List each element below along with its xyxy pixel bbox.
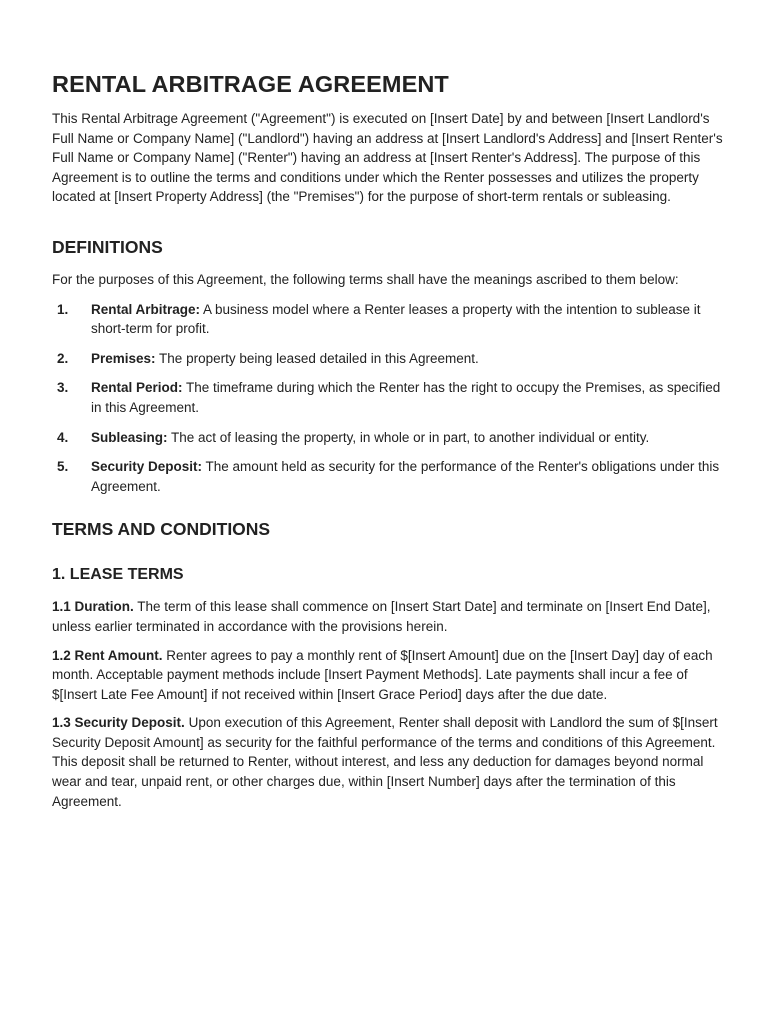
lease-terms-heading: 1. LEASE TERMS xyxy=(52,566,184,584)
definition-number: 5. xyxy=(57,459,69,475)
definition-item-rental-arbitrage xyxy=(52,300,721,339)
definitions-heading: DEFINITIONS xyxy=(52,236,163,257)
definition-term: Rental Period: xyxy=(91,380,183,396)
intro-paragraph: This Rental Arbitrage Agreement ("Agreement") is executed on [Insert Date] by and between [Insert Landlord's Full Name or Company Name] ("Landlord") having an address at [Insert Landlord's Address] and [Insert Renter's Full Name or Company Name] ("Renter") having an address at [Insert Renter's Address]. The purpose of this Agreement is to outline the terms and conditions under which the Renter possesses and utilizes the property located at [Insert Property Address] (the "Premises") for the purpose of short-term rentals or subleasing. xyxy=(52,111,723,205)
definition-term: Premises: xyxy=(91,350,156,366)
definition-text: The act of leasing the property, in whole or in part, to another individual or entity. xyxy=(167,429,650,445)
clause-label: 1.1 Duration. xyxy=(52,599,134,615)
clause-security-deposit xyxy=(52,713,724,811)
definitions-list xyxy=(52,300,722,497)
definition-text: A business model where a Renter leases a property with the intention to sublease it short-term for profit. xyxy=(91,301,701,337)
clause-label: 1.2 Rent Amount. xyxy=(52,647,163,663)
definition-term: Rental Arbitrage: xyxy=(91,301,201,317)
definition-item-security-deposit xyxy=(52,457,721,496)
definition-term: Subleasing: xyxy=(91,429,168,445)
definition-term: Security Deposit: xyxy=(91,459,203,475)
definition-number: 4. xyxy=(57,429,69,445)
definition-number: 3. xyxy=(57,380,69,396)
definition-text: The timeframe during which the Renter has the right to occupy the Premises, as specified in this Agreement. xyxy=(91,380,721,415)
clause-text: Renter agrees to pay a monthly rent of $[Insert Amount] due on the [Insert Day] day of each month. Acceptable payment methods include [Insert Payment Methods]. Late payments shall incur a fee of $[Insert Late Fee Amount] if not received within [Insert Grace Period] days after the due date. xyxy=(52,647,713,702)
clause-label: 1.3 Security Deposit. xyxy=(52,715,185,731)
clause-duration xyxy=(52,597,724,636)
definition-item-subleasing xyxy=(52,428,721,448)
definitions-intro: For the purposes of this Agreement, the following terms shall have the meanings ascribed to them below: xyxy=(52,271,679,287)
clause-text: Upon execution of this Agreement, Renter shall deposit with Landlord the sum of $[Insert Security Deposit Amount] as security for the faithful performance of the terms and conditions of this Agreement. This deposit shall be returned to Renter, without interest, and less any deduction for damages beyond normal wear and tear, unpaid rent, or other charges due, within [Insert Number] days after the termination of this Agreement. xyxy=(52,715,718,809)
document-title: RENTAL ARBITRAGE AGREEMENT xyxy=(52,71,449,97)
definition-text: The property being leased detailed in this Agreement. xyxy=(155,350,479,366)
clause-text: The term of this lease shall commence on [Insert Start Date] and terminate on [Insert End Date], unless earlier terminated in accordance with the provisions herein. xyxy=(52,599,711,634)
definition-number: 2. xyxy=(57,350,69,366)
definition-item-rental-period xyxy=(52,378,721,417)
definition-number: 1. xyxy=(57,301,69,317)
clause-rent-amount xyxy=(52,646,724,705)
definition-text: The amount held as security for the performance of the Renter's obligations under this Agreement. xyxy=(91,459,720,494)
terms-heading: TERMS AND CONDITIONS xyxy=(52,519,271,540)
definition-item-premises xyxy=(52,349,721,369)
